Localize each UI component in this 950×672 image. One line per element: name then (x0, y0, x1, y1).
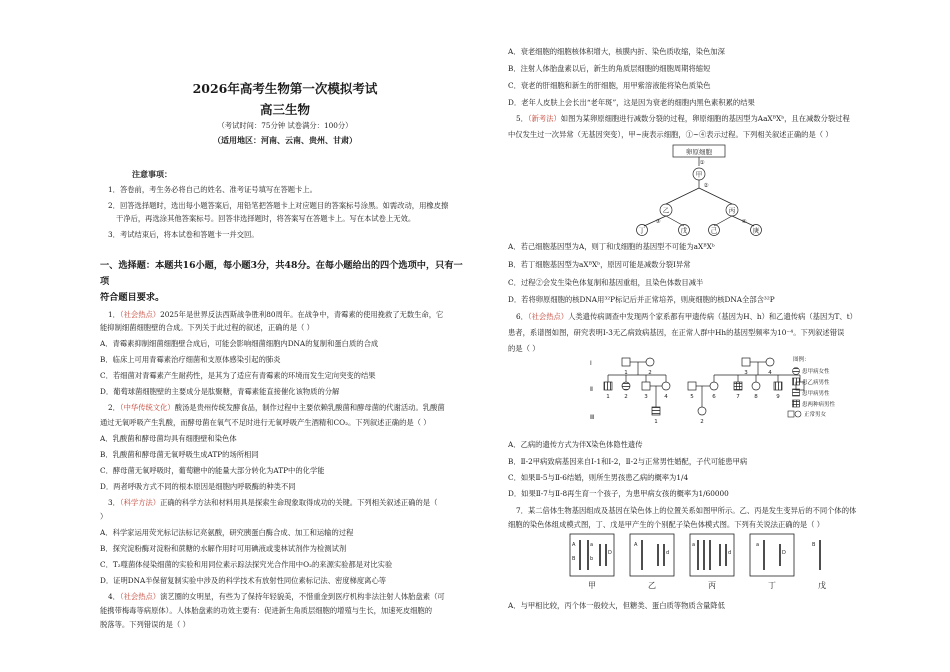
legend-item: 正常男女 (804, 412, 827, 418)
pedigree-female (646, 358, 654, 366)
question-3-stem-cont: ） (100, 512, 108, 521)
question-6-stem-cont: 患者，系谱图如图，研究表明Ⅰ-3无乙病致病基因，在正常人群中Hh的基因型频率为10⁻⁴。下列叙述错误 (508, 328, 845, 337)
cell-label: 庚 (752, 226, 760, 235)
question-5-option-b: B．若丁细胞基因型为aXᴮXᵇ，原因可能是减数分裂Ⅰ异常 (508, 260, 691, 269)
cell-label: 己 (710, 226, 718, 235)
step-label: ③ (655, 219, 661, 225)
question-6-stem-cont: 的是（ ） (508, 344, 540, 353)
pedigree-number: 3 (644, 394, 648, 400)
svg-text:d: d (666, 550, 670, 556)
question-1-option-d: D．葡萄球菌细胞壁的主要成分是肽聚糖，青霉素能直接催化该物质的分解 (100, 387, 340, 396)
question-tag: （社会热点） (119, 310, 161, 319)
pedigree-number: 1 (654, 419, 658, 425)
question-text: 如图为某卵原细胞进行减数分裂的过程，卵原细胞的基因型为AaXᴮXᵇ，且在减数分裂过程 (560, 114, 850, 123)
legend-item: 患甲病男性 (802, 391, 830, 397)
question-number: 4． (108, 592, 120, 601)
svg-text:A: A (572, 542, 576, 548)
notice-item: 干净后，再选涂其他答案标号。回答非选择题时，将答案写在答题卡上。写在本试卷上无效。 (116, 214, 416, 223)
question-4-option-b: B．注射人体胎盘素以后，新生的角质层细胞的细胞周期将缩短 (508, 64, 711, 73)
exam-subtitle: 高三生物 (259, 102, 310, 117)
pedigree-female-ill (622, 382, 630, 390)
question-7-stem (516, 506, 856, 516)
question-tag: （中华传统文化） (119, 403, 175, 412)
question-4-stem-cont: 脱落等。下列错误的是（ ） (100, 620, 190, 629)
step-label: ④ (741, 219, 747, 225)
question-3-option-c: C．T₂噬菌体侵染细菌的实验和用同位素示踪法探究光合作用中O₂的来源实验都是对比实验 (100, 560, 393, 569)
pedigree-number: 6 (712, 394, 716, 400)
pedigree-number: 2 (700, 419, 704, 425)
question-6-option-a: A．乙病的遗传方式为伴X染色体隐性遗传 (508, 440, 643, 449)
cell-label: 戊 (680, 226, 688, 235)
question-5-option-d: D．若将卵原细胞的核DNA用³²P标记后并正常培养，则庚细胞的核DNA全部含³²P (508, 295, 775, 304)
question-5-stem (516, 114, 850, 124)
question-text: 酸汤是贵州传统发酵食品，制作过程中主要依赖乳酸菌和酵母菌的代谢活动。乳酸菌 (174, 403, 445, 412)
figure-label: 戊 (818, 581, 826, 590)
question-number: 6． (516, 312, 528, 321)
pedigree-number: 7 (736, 394, 740, 400)
question-3-option-a: A．科学家运用荧光标记法标记亮氨酸，研究胰蛋白酶合成、加工和运输的过程 (100, 528, 354, 537)
step-label: ① (699, 160, 705, 166)
question-2-option-c: C．酵母菌无氧呼吸时，葡萄糖中的能量大部分转化为ATP中的化学能 (100, 466, 325, 475)
question-number: 1． (108, 310, 120, 319)
question-2-option-a: A．乳酸菌和酵母菌均具有细胞壁和染色体 (100, 434, 237, 443)
question-4-option-c: C．衰老的肝细胞和新生的肝细胞，用甲紫溶液能将染色质染色 (508, 81, 711, 90)
pedigree-male (642, 382, 650, 390)
pedigree-number: 9 (776, 394, 780, 400)
pedigree-male (688, 382, 696, 390)
question-3-option-d: D．证明DNA半保留复制实验中涉及的科学技术有放射性同位素标记法、密度梯度离心等 (100, 576, 387, 585)
question-6-stem (516, 312, 857, 322)
svg-text:a: a (590, 542, 594, 548)
pedigree-number: 4 (768, 370, 772, 376)
question-1-stem-cont: 能抑制细菌细胞壁的合成。下列关于此过程的叙述，正确的是（ ） (100, 323, 314, 332)
svg-text:A: A (634, 542, 638, 548)
cell-label: 乙 (662, 206, 670, 215)
svg-text:B: B (812, 542, 816, 548)
question-6-option-c: C．如果Ⅱ-5与Ⅱ-6结婚，则所生男孩患乙病的概率为1/4 (508, 473, 689, 482)
question-7-option-a: A．与甲相比较，丙个体一般较大，但糖类、蛋白质等物质含量降低 (508, 601, 725, 610)
section-heading (100, 258, 470, 306)
question-7-stem-cont: 细胞的染色体组成模式图，丁、戊是甲产生的个别配子染色体模式图。下列有关说法正确的是（ ） (508, 520, 825, 529)
generation-label: Ⅰ (590, 360, 592, 367)
question-text: 正确的科学方法和材料用具是探索生命现象取得成功的关键。下列相关叙述正确的是（ (160, 498, 438, 507)
cell-label: 丙 (728, 206, 736, 215)
pedigree-number: 2 (648, 370, 652, 376)
question-number: 3． (108, 498, 120, 507)
legend-item: 患乙病男性 (802, 380, 830, 386)
pedigree-male (622, 358, 630, 366)
pedigree-female (766, 358, 774, 366)
question-1-stem (108, 310, 443, 320)
cell-label: 甲 (695, 170, 703, 179)
question-tag: （新考法） (527, 114, 561, 123)
question-text: 演艺圈的女明星，有些为了保持年轻貌美，不惜重金到医疗机构非法注射人体胎盘素（可 (160, 592, 445, 601)
question-4-option-d: D．老年人皮肤上会长出“老年斑”，这是因为衰老的细胞内黑色素积累的结果 (508, 98, 755, 107)
question-text: 2025年是世界反法西斯战争胜利80周年。在战争中，青霉素的使用挽救了无数生命，它 (160, 310, 444, 319)
pedigree-female (662, 382, 670, 390)
generation-label: Ⅲ (590, 414, 595, 421)
step-label: ② (703, 183, 709, 189)
question-4-stem-cont: 能携带梅毒等病原体）。人体胎盘素的功效主要有：促进新生角质层细胞的增殖与生长，加速死皮细胞的 (100, 606, 433, 615)
notice-heading: 注意事项： (132, 169, 172, 179)
question-2-option-b: B．乳酸菌和酵母菌无氧呼吸生成ATP的场所相同 (100, 450, 259, 459)
pedigree-female (710, 382, 718, 390)
pedigree-number: 1 (624, 370, 628, 376)
legend-item: 患两种病男性 (802, 402, 836, 408)
pedigree-female (752, 382, 760, 390)
question-tag: （社会热点） (119, 592, 161, 601)
oogonium-label: 卵原细胞 (686, 148, 712, 156)
question-2-stem (108, 403, 445, 413)
generation-label: Ⅱ (590, 386, 593, 393)
question-6-option-b: B．Ⅱ-2甲病致病基因来自Ⅰ-1和Ⅰ-2，Ⅱ-2与正常男性婚配，子代可能患甲病 (508, 457, 748, 466)
pedigree-female (698, 407, 706, 415)
svg-text:d: d (728, 550, 732, 556)
pedigree-male-ill (604, 382, 612, 390)
figure-label: 甲 (588, 581, 596, 590)
pedigree-male (742, 358, 750, 366)
question-6-option-d: D．如果Ⅱ-7与Ⅱ-8再生育一个孩子，为患甲病女孩的概率为1/60000 (508, 489, 729, 498)
section-heading-line: 符合题目要求。 (100, 292, 165, 303)
question-text: 人类遗传病调查中发现两个家系都有甲遗传病（基因为H、h）和乙遗传病（基因为T、t） (568, 312, 857, 321)
question-number: 2． (108, 403, 120, 412)
legend-item: 患甲病女性 (802, 369, 830, 375)
notice-item: 3．考试结束后，将本试卷和答题卡一并交回。 (108, 230, 259, 239)
figure-box-ding (750, 534, 794, 576)
question-2-option-d: D．两者呼吸方式不同的根本原因是细胞内呼吸酶的种类不同 (100, 482, 296, 491)
question-1-option-a: A．青霉素抑制细菌细胞壁合成后，可能会影响细菌细胞内DNA的复制和蛋白质的合成 (100, 339, 379, 348)
notice-item: 2．回答选择题时，选出每小题答案后，用铅笔把答题卡上对应题目的答案标号涂黑。如需改动，用橡皮擦 (108, 201, 449, 210)
question-5-option-c: C．过程②会发生染色体复制和基因重组，且染色体数目减半 (508, 278, 704, 287)
svg-text:D: D (782, 550, 786, 556)
exam-info: （考试时间：75分钟 试卷满分：100分） (217, 121, 353, 130)
pedigree-number: 4 (664, 394, 668, 400)
question-number: 5． (516, 114, 528, 123)
pedigree-male-ill (652, 407, 660, 415)
question-5-stem-cont: 中仅发生过一次异常（无基因突变），甲~庚表示细胞，①~④表示过程。下列相关叙述正确的是（ ） (508, 130, 833, 139)
figure-label: 乙 (648, 581, 656, 590)
question-2-stem-cont: 通过无氧呼吸产生乳酸，而酵母菌在氧气不足时进行无氧呼吸产生酒精和CO₂。下列叙述正确的是（ ） (100, 418, 431, 427)
svg-text:D: D (608, 550, 612, 556)
question-4-option-a: A．衰老细胞的细胞核体积增大，核膜内折、染色质收缩，染色加深 (508, 47, 725, 56)
question-5-option-a: A．若己细胞基因型为A，则丁和戊细胞的基因型不可能为aXᴮXᵇ (508, 242, 715, 251)
question-1-option-b: B．临床上可用青霉素治疗细菌和支原体感染引起的肺炎 (100, 355, 281, 364)
pedigree-number: 2 (624, 394, 628, 400)
cell-label: 丁 (638, 226, 646, 235)
figure-label: 丁 (768, 581, 776, 590)
exam-regions: （适用地区：河南、云南、贵州、甘肃） (213, 135, 357, 145)
meiosis-diagram (628, 144, 778, 238)
svg-text:b: b (590, 556, 594, 562)
pedigree-legend (788, 355, 836, 418)
pedigree-chart (588, 355, 838, 433)
svg-text:a: a (756, 542, 760, 548)
question-tag: （社会热点） (527, 312, 569, 321)
section-heading-line: 一、选择题：本题共16小题，每小题3分，共48分。在每小题给出的四个选项中，只有一项 (100, 260, 463, 287)
pedigree-number: 1 (606, 394, 610, 400)
question-tag: （科学方法） (119, 498, 161, 507)
pedigree-number: 8 (754, 394, 758, 400)
question-3-option-b: B．探究淀粉酶对淀粉和蔗糖的水解作用时可用碘液或斐林试剂作为检测试剂 (100, 544, 347, 553)
question-number: 7． (516, 506, 528, 515)
notice-item: 1．答卷前，考生务必将自己的姓名、准考证号填写在答题卡上。 (108, 185, 317, 194)
pedigree-male-ill (774, 382, 782, 390)
chromosome-figures (568, 532, 848, 594)
question-text: 某二倍体生物基因组成及基因在染色体上的位置关系如图甲所示。乙、丙是发生变异后的不同个体的体 (527, 506, 857, 515)
pedigree-number: 3 (744, 370, 748, 376)
question-3-stem (108, 498, 437, 508)
question-4-stem (108, 592, 445, 602)
question-1-option-c: C．若细菌对青霉素产生耐药性，是其为了适应有青霉素的环境而发生定向突变的结果 (100, 371, 376, 380)
legend-title: 图例： (793, 357, 810, 363)
pedigree-male-both (734, 382, 742, 390)
exam-title: 2026年高考生物第一次模拟考试 (192, 81, 378, 96)
svg-text:B: B (572, 556, 576, 562)
svg-text:a: a (692, 542, 696, 548)
figure-label: 丙 (708, 581, 716, 590)
pedigree-number: 5 (690, 394, 694, 400)
